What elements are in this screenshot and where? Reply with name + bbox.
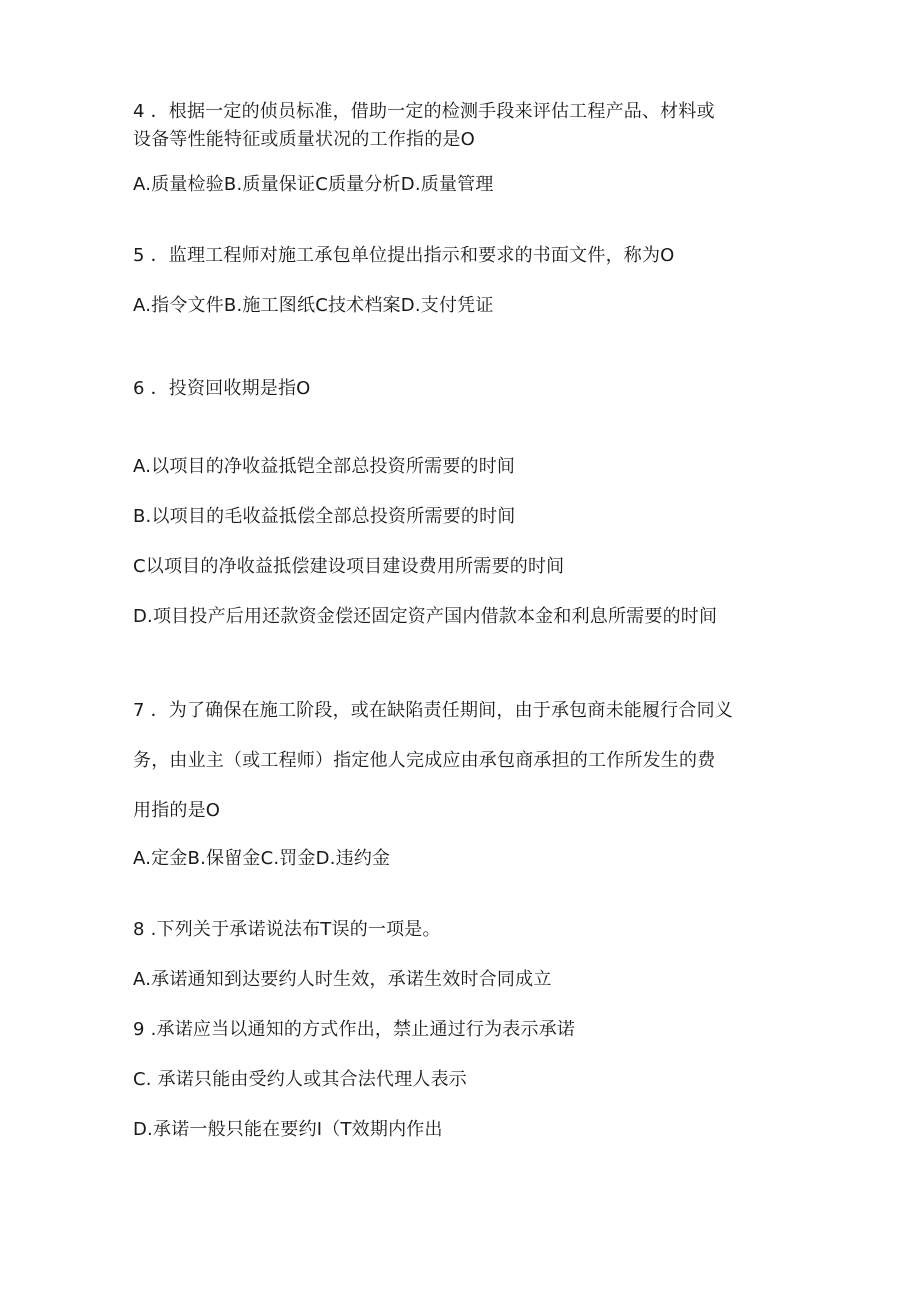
question-6-option-a: A.以项目的净收益抵铠全部总投资所需要的时间 [133,456,516,477]
question-4-options: A.质量检验B.质量保证C质量分析D.质量管理 [133,174,494,195]
question-6-option-c: C以项目的净收益抵偿建设项目建设费用所需要的时间 [133,556,565,577]
question-8-option-d: D.承诺一般只能在要约I（T效期内作出 [133,1119,443,1140]
question-5-options: A.指令文件B.施工图纸C技术档案D.支付凭证 [133,295,494,316]
question-7-line-1: 7 ．为了确保在施工阶段，或在缺陷责任期间，由于承包商未能履行合同义 [133,700,733,721]
question-9-line-1: 9 .承诺应当以通知的方式作出，禁止通过行为表示承诺 [133,1019,576,1040]
question-6-option-d: D.项目投产后用还款资金偿还固定资产国内借款本金和利息所需要的时间 [133,606,718,627]
question-4-line-2: 设备等性能特征或质量状况的工作指的是O [133,129,475,150]
question-6-option-b: B.以项目的毛收益抵偿全部总投资所需要的时间 [133,506,516,527]
question-7-line-3: 用指的是O [133,800,221,821]
question-8-option-a: A.承诺通知到达要约人时生效，承诺生效时合同成立 [133,969,552,990]
question-8-option-c: C. 承诺只能由受约人或其合法代理人表示 [133,1069,468,1090]
question-5-line-1: 5 ．监理工程师对施工承包单位提出指示和要求的书面文件，称为O [133,245,675,266]
question-4-line-1: 4 ．根据一定的侦员标准，借助一定的检测手段来评估工程产品、材料或 [133,101,715,122]
question-7-line-2: 务，由业主（或工程师）指定他人完成应由承包商承担的工作所发生的费 [133,750,716,771]
question-6-line-1: 6 ．投资回收期是指O [133,378,311,399]
question-8-line-1: 8 .下列关于承诺说法布T误的一项是。 [133,919,441,940]
question-7-options: A.定金B.保留金C.罚金D.违约金 [133,848,391,869]
